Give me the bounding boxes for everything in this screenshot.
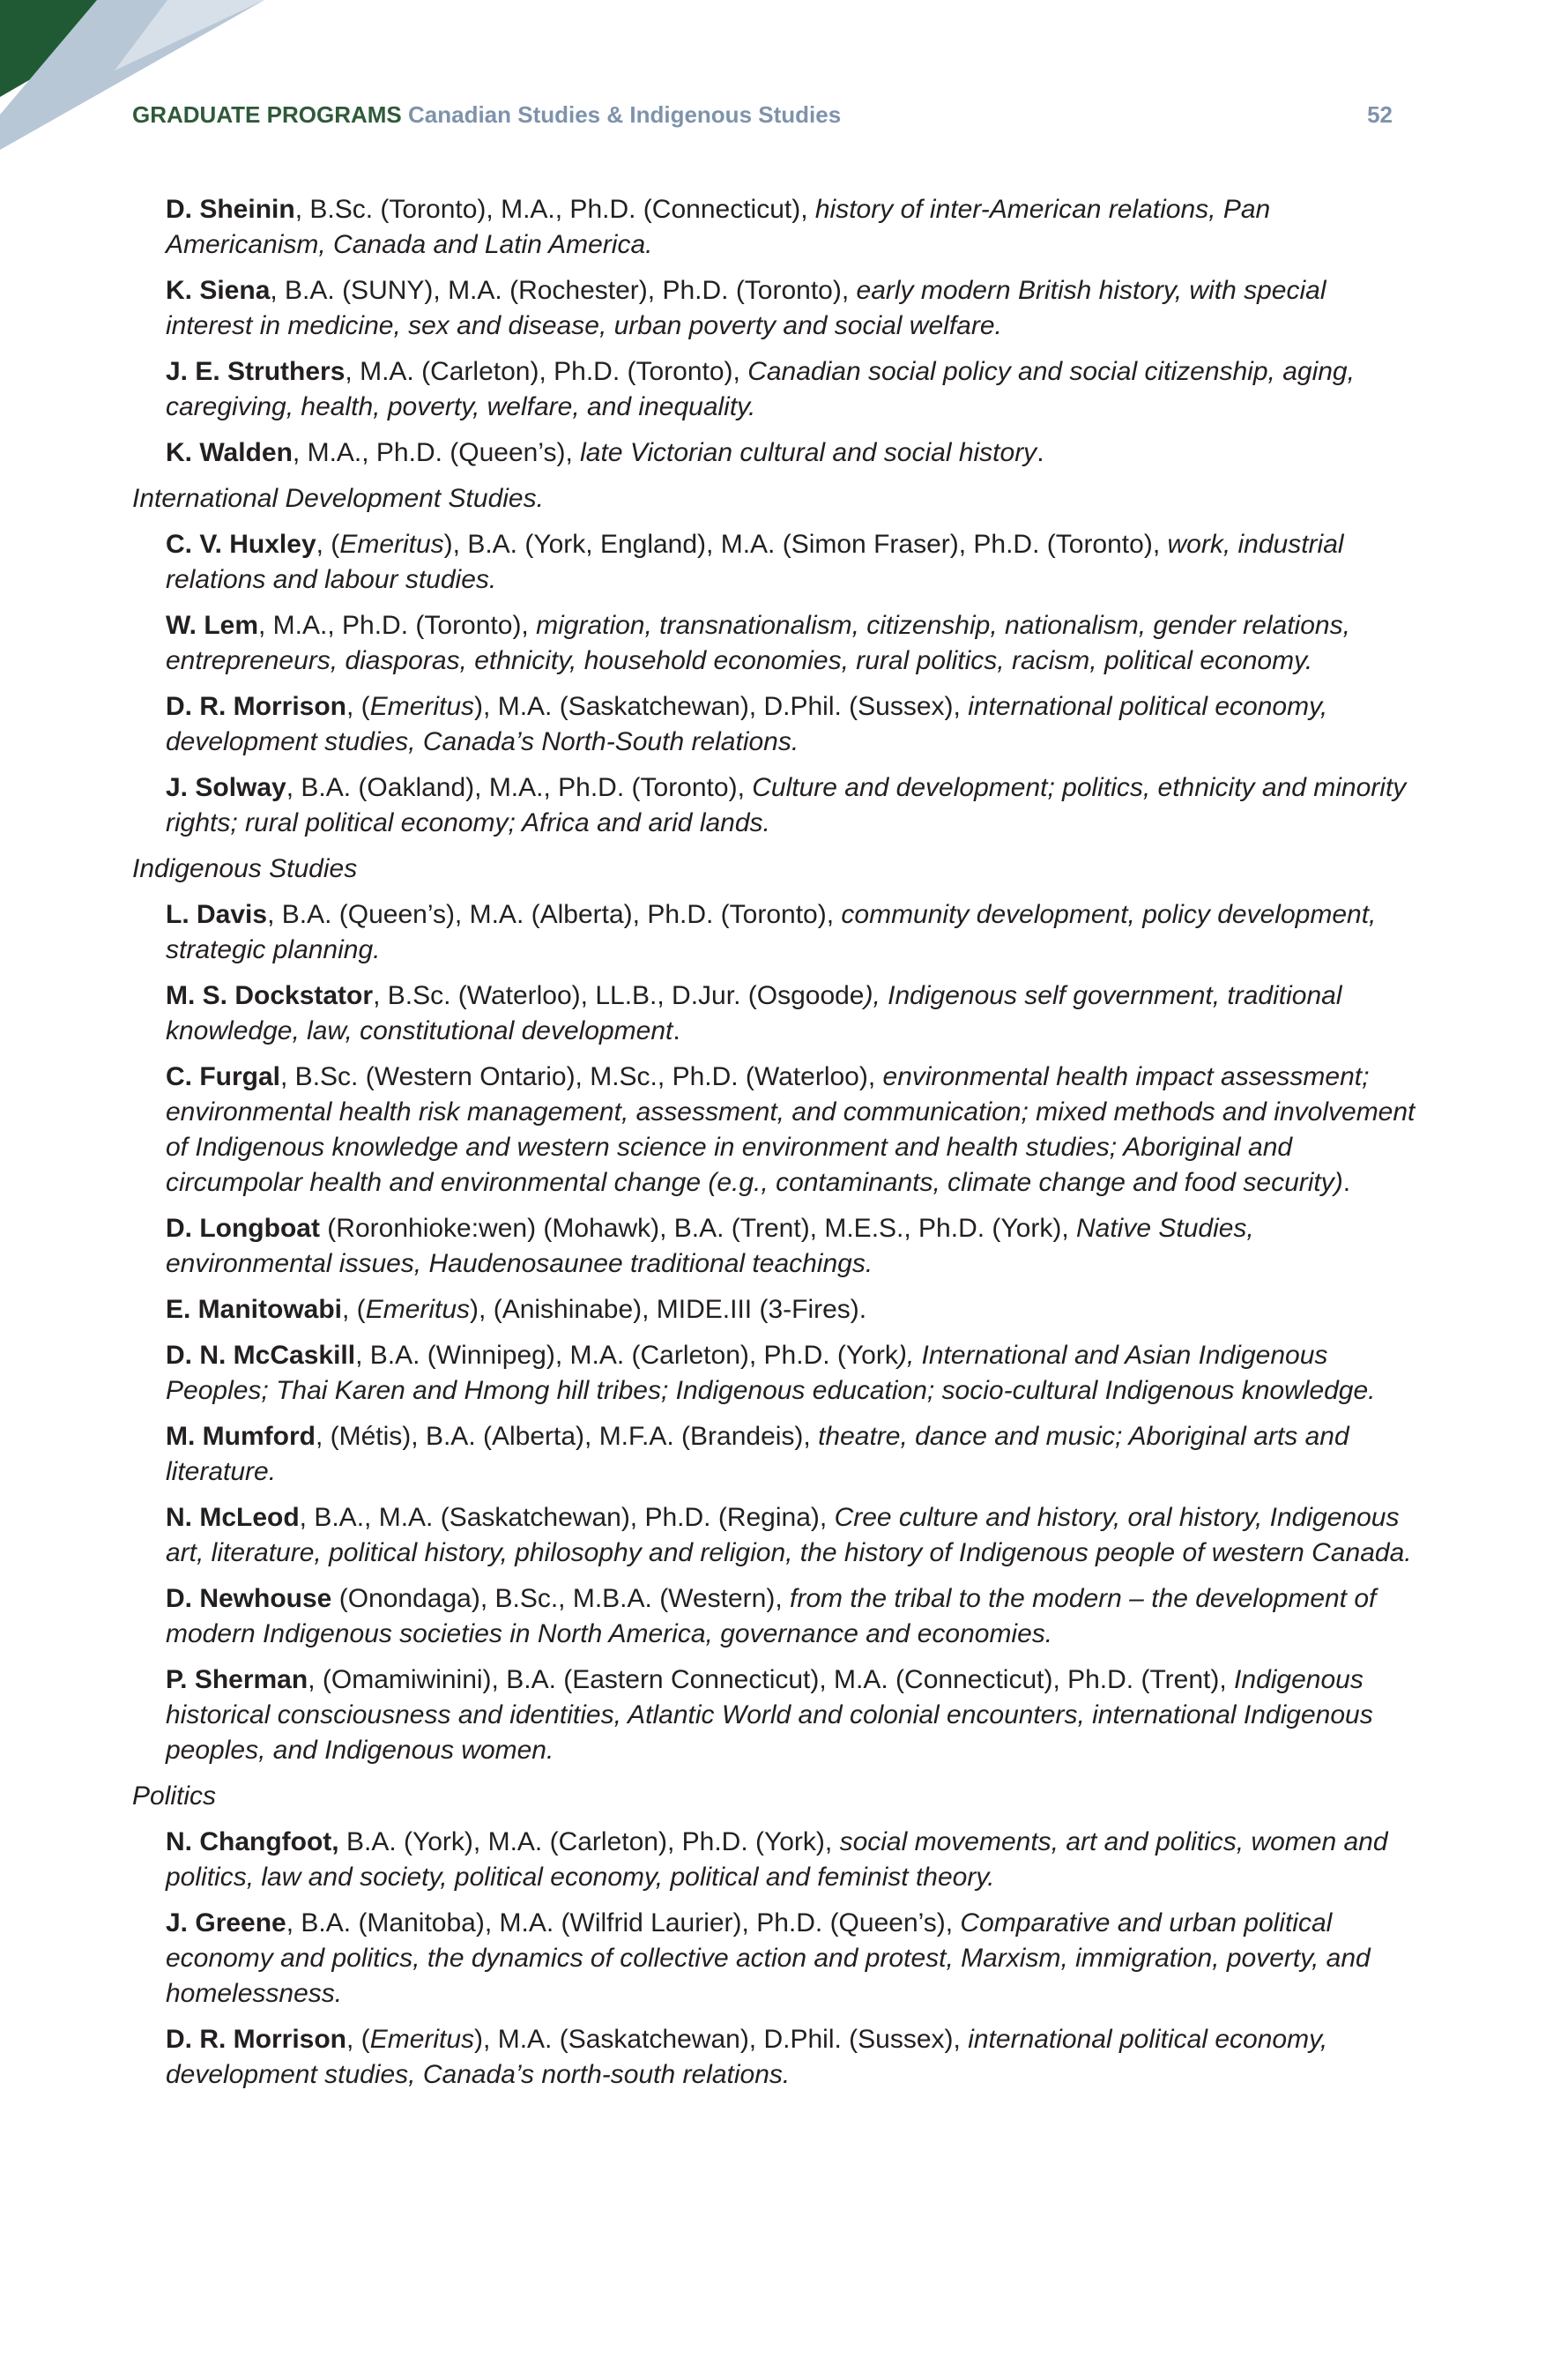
- faculty-name: D. R. Morrison: [166, 2025, 347, 2054]
- section-heading: Politics: [132, 1781, 217, 1811]
- research-interests: environmental health impact assessment; environmental health risk management, assessment, and communication; mixed methods and involvement of Indigenous knowledge and western science in environment and health studies; Aboriginal and circumpolar health and environmental change (e.g., contaminants, climate change and food security): [166, 1062, 1416, 1197]
- faculty-entry: [166, 527, 1419, 598]
- faculty-name: J. Solway: [166, 773, 286, 802]
- research-interests: Comparative and urban political economy and politics, the dynamics of collective action and protest, Marxism, immigration, poverty, and homelessness.: [166, 1908, 1371, 2008]
- credentials: .: [1037, 438, 1044, 467]
- credentials: , (: [342, 1295, 366, 1324]
- faculty-name: J. Greene: [166, 1908, 286, 1937]
- faculty-name: D. R. Morrison: [166, 692, 347, 721]
- page-header: [132, 101, 1393, 137]
- faculty-entry: [166, 273, 1419, 344]
- faculty-entry: [166, 1338, 1419, 1409]
- page-number: 52: [1367, 101, 1393, 128]
- faculty-entry: [166, 1060, 1419, 1201]
- faculty-name: L. Davis: [166, 900, 268, 929]
- credentials: , B.Sc. (Western Ontario), M.Sc., Ph.D. (Waterloo),: [280, 1062, 883, 1091]
- credentials: .: [672, 1016, 680, 1045]
- credentials: (Onondaga), B.Sc., M.B.A. (Western),: [331, 1584, 790, 1613]
- credentials: ), M.A. (Saskatchewan), D.Phil. (Sussex),: [474, 692, 969, 721]
- faculty-name: N. McLeod: [166, 1503, 300, 1532]
- faculty-entry: [166, 1292, 1419, 1328]
- faculty-name: P. Sherman: [166, 1665, 308, 1694]
- research-interests: Emeritus: [369, 2025, 475, 2054]
- corner-decoration: [0, 0, 264, 167]
- faculty-entry: [166, 354, 1419, 425]
- credentials: , B.Sc. (Toronto), M.A., Ph.D. (Connecticut),: [294, 195, 815, 224]
- running-head: [132, 101, 841, 129]
- credentials: , (: [346, 2025, 370, 2054]
- faculty-entry: [166, 1500, 1419, 1571]
- faculty-entry: [166, 1211, 1419, 1282]
- research-interests: Emeritus: [339, 530, 444, 559]
- faculty-entry: [166, 1419, 1419, 1490]
- research-interests: migration, transnationalism, citizenship, nationalism, gender relations, entrepreneurs, diasporas, ethnicity, household economies, rural politics, racism, political economy.: [166, 611, 1350, 675]
- credentials: , B.A. (Manitoba), M.A. (Wilfrid Laurier), Ph.D. (Queen’s),: [286, 1908, 961, 1937]
- faculty-entry: [166, 689, 1419, 760]
- credentials: , M.A., Ph.D. (Queen’s),: [292, 438, 581, 467]
- credentials: , M.A., Ph.D. (Toronto),: [258, 611, 537, 640]
- faculty-entry: [166, 770, 1419, 841]
- research-interests: social movements, art and politics, women and politics, law and society, political economy, political and feminist theory.: [166, 1827, 1388, 1892]
- credentials: ), (Anishinabe), MIDE.III (3-Fires).: [470, 1295, 867, 1324]
- research-interests: community development, policy development, strategic planning.: [166, 900, 1377, 964]
- faculty-entry: [166, 978, 1419, 1049]
- credentials: , B.A. (SUNY), M.A. (Rochester), Ph.D. (Toronto),: [270, 276, 857, 305]
- research-interests: from the tribal to the modern – the development of modern Indigenous societies in North America, governance and economies.: [166, 1584, 1377, 1648]
- program-label: GRADUATE PROGRAMS: [132, 101, 402, 128]
- section-heading: Indigenous Studies: [132, 854, 358, 883]
- research-interests: early modern British history, with special interest in medicine, sex and disease, urban poverty and social welfare.: [166, 276, 1326, 340]
- faculty-name: W. Lem: [166, 611, 259, 640]
- credentials: B.A. (York), M.A. (Carleton), Ph.D. (York),: [338, 1827, 840, 1856]
- faculty-name: D. Sheinin: [166, 195, 295, 224]
- credentials: , B.A., M.A. (Saskatchewan), Ph.D. (Regina),: [299, 1503, 835, 1532]
- credentials: ), M.A. (Saskatchewan), D.Phil. (Sussex),: [474, 2025, 969, 2054]
- credentials: , M.A. (Carleton), Ph.D. (Toronto),: [345, 357, 748, 386]
- faculty-entry: [166, 2022, 1419, 2093]
- faculty-entry: [166, 1581, 1419, 1652]
- credentials: , B.A. (Winnipeg), M.A. (Carleton), Ph.D. (York: [355, 1341, 898, 1370]
- credentials: , (Métis), B.A. (Alberta), M.F.A. (Brandeis),: [315, 1422, 819, 1451]
- research-interests: international political economy, development studies, Canada’s north-south relations.: [166, 2025, 1328, 2089]
- research-interests: Cree culture and history, oral history, Indigenous art, literature, political history, philosophy and religion, the history of Indigenous people of western Canada.: [166, 1503, 1412, 1567]
- credentials: ), B.A. (York, England), M.A. (Simon Fraser), Ph.D. (Toronto),: [443, 530, 1168, 559]
- research-interests: theatre, dance and music; Aboriginal arts and literature.: [166, 1422, 1349, 1486]
- credentials: , B.Sc. (Waterloo), LL.B., D.Jur. (Osgoode: [373, 981, 865, 1010]
- faculty-name: D. N. McCaskill: [166, 1341, 356, 1370]
- faculty-entry: [166, 1662, 1419, 1768]
- research-interests: late Victorian cultural and social history: [580, 438, 1037, 467]
- faculty-entry: [166, 897, 1419, 968]
- faculty-name: J. E. Struthers: [166, 357, 346, 386]
- faculty-entry: [166, 1825, 1419, 1895]
- research-interests: Indigenous historical consciousness and identities, Atlantic World and colonial encounters, international Indigenous peoples, and Indigenous women.: [166, 1665, 1373, 1765]
- faculty-name: M. S. Dockstator: [166, 981, 374, 1010]
- faculty-entry: [166, 608, 1419, 679]
- faculty-list: [132, 192, 1419, 2103]
- research-interests: ), Indigenous self government, traditional knowledge, law, constitutional development: [166, 981, 1342, 1045]
- faculty-entry: [166, 435, 1419, 471]
- faculty-name: K. Siena: [166, 276, 271, 305]
- research-interests: Culture and development; politics, ethnicity and minority rights; rural political economy; Africa and arid lands.: [166, 773, 1407, 837]
- faculty-name: D. Longboat: [166, 1214, 320, 1243]
- credentials: .: [1342, 1168, 1351, 1197]
- research-interests: international political economy, development studies, Canada’s North-South relations.: [166, 692, 1328, 756]
- faculty-name: K. Walden: [166, 438, 293, 467]
- research-interests: Emeritus: [369, 692, 475, 721]
- section-subtitle: Canadian Studies & Indigenous Studies: [407, 101, 842, 128]
- credentials: , B.A. (Oakland), M.A., Ph.D. (Toronto),: [286, 773, 753, 802]
- research-interests: history of inter-American relations, Pan Americanism, Canada and Latin America.: [166, 195, 1271, 259]
- credentials: , (Omamiwinini), B.A. (Eastern Connecticut), M.A. (Connecticut), Ph.D. (Trent),: [308, 1665, 1235, 1694]
- faculty-entry: [166, 1906, 1419, 2012]
- faculty-name: C. Furgal: [166, 1062, 281, 1091]
- faculty-name: E. Manitowabi: [166, 1295, 343, 1324]
- credentials: , (: [346, 692, 370, 721]
- research-interests: ), International and Asian Indigenous Peoples; Thai Karen and Hmong hill tribes; Indigenous education; socio-cultural Indigenous knowledge.: [166, 1341, 1376, 1405]
- faculty-name: D. Newhouse: [166, 1584, 332, 1613]
- section-heading: International Development Studies.: [132, 484, 544, 513]
- faculty-name: M. Mumford: [166, 1422, 316, 1451]
- research-interests: Emeritus: [365, 1295, 471, 1324]
- faculty-name: N. Changfoot,: [166, 1827, 339, 1856]
- credentials: , B.A. (Queen’s), M.A. (Alberta), Ph.D. (Toronto),: [267, 900, 842, 929]
- research-interests: work, industrial relations and labour studies.: [166, 530, 1344, 594]
- faculty-name: C. V. Huxley: [166, 530, 316, 559]
- faculty-entry: [166, 192, 1419, 263]
- credentials: (Roronhioke:wen) (Mohawk), B.A. (Trent), M.E.S., Ph.D. (York),: [319, 1214, 1076, 1243]
- research-interests: Canadian social policy and social citizenship, aging, caregiving, health, poverty, welfare, and inequality.: [166, 357, 1355, 421]
- research-interests: Native Studies, environmental issues, Haudenosaunee traditional teachings.: [166, 1214, 1254, 1278]
- credentials: , (: [316, 530, 340, 559]
